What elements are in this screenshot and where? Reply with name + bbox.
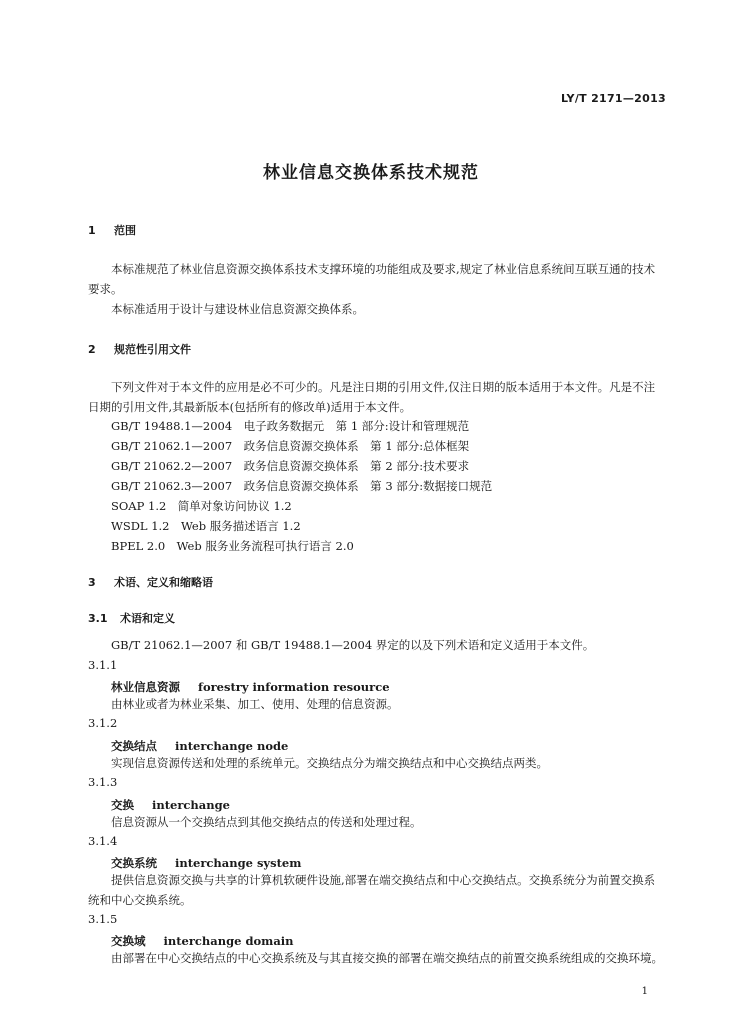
section-2-intro: 下列文件对于本文件的应用是必不可少的。凡是注日期的引用文件,仅注日期的版本适用于本文件。凡是不注日期的引用文件,其最新版本(包括所有的修改单)适用于本文件。 [88,380,656,414]
reference-id: BPEL 2.0 [111,539,166,553]
reference-id: WSDL 1.2 [111,519,170,533]
reference-title: Web 服务业务流程可执行语言 2.0 [176,539,354,553]
page-number: 1 [641,986,648,997]
subsection-number: 3.1 [88,612,108,625]
term-zh: 交换系统 [111,856,157,870]
term-number: 3.1.3 [88,775,118,789]
term-definition: 由部署在中心交换结点的中心交换系统及与其直接交换的部署在端交换结点的前置交换系统组成的交换环境。 [111,951,663,965]
term-en: interchange system [175,856,302,870]
reference-item [111,416,671,436]
normative-reference-list [111,416,671,556]
document-title: 林业信息交换体系技术规范 [263,163,479,183]
term-zh: 林业信息资源 [111,680,180,694]
term-en: interchange domain [163,934,294,948]
section-title: 术语、定义和缩略语 [114,576,213,589]
term-zh: 交换 [111,798,134,812]
term-zh: 交换结点 [111,739,157,753]
reference-item [111,436,671,456]
reference-title: 政务信息资源交换体系 第 3 部分:数据接口规范 [243,479,493,493]
section-1-paragraph-2: 本标准适用于设计与建设林业信息资源交换体系。 [111,302,364,316]
section-number: 3 [88,576,96,589]
reference-item [111,516,671,536]
term-number: 3.1.1 [88,658,118,672]
reference-title: 电子政务数据元 第 1 部分:设计和管理规范 [243,419,470,433]
term-number: 3.1.5 [88,912,118,926]
term-definition: 由林业或者为林业采集、加工、使用、处理的信息资源。 [111,697,399,711]
reference-item [111,476,671,496]
section-1-heading [88,222,136,238]
section-1-paragraph-1: 本标准规范了林业信息资源交换体系技术支撑环境的功能组成及要求,规定了林业信息系统间互联互通的技术要求。 [88,262,656,296]
section-number: 2 [88,343,96,356]
reference-item [111,496,671,516]
section-title: 规范性引用文件 [114,343,191,356]
term-definition: 实现信息资源传送和处理的系统单元。交换结点分为端交换结点和中心交换结点两类。 [111,756,548,770]
reference-id: SOAP 1.2 [111,499,167,513]
reference-id: GB/T 21062.2—2007 [111,459,233,473]
reference-title: Web 服务描述语言 1.2 [181,519,301,533]
term-heading [111,797,230,813]
document-code: LY/T 2171—2013 [560,92,666,105]
section-3-heading [88,574,213,590]
reference-title: 简单对象访问协议 1.2 [177,499,292,513]
term-definition: 提供信息资源交换与共享的计算机软硬件设施,部署在端交换结点和中心交换结点。交换系统分为前置交换系统和中心交换系统。 [88,873,656,907]
term-en: interchange [152,798,230,812]
term-heading [111,933,294,949]
section-3-1-heading [88,610,175,626]
reference-id: GB/T 21062.1—2007 [111,439,233,453]
section-2-heading [88,341,191,357]
reference-item [111,536,671,556]
term-zh: 交换域 [111,934,146,948]
term-heading [111,855,301,871]
reference-item [111,456,671,476]
term-heading [111,738,288,754]
term-heading [111,679,390,695]
term-definition: 信息资源从一个交换结点到其他交换结点的传送和处理过程。 [111,815,422,829]
term-en: forestry information resource [198,680,390,694]
reference-id: GB/T 21062.3—2007 [111,479,233,493]
term-number: 3.1.2 [88,716,118,730]
term-number: 3.1.4 [88,834,118,848]
reference-title: 政务信息资源交换体系 第 2 部分:技术要求 [243,459,470,473]
section-3-1-intro: GB/T 21062.1—2007 和 GB/T 19488.1—2004 界定的以及下列术语和定义适用于本文件。 [111,638,595,652]
term-en: interchange node [175,739,289,753]
reference-id: GB/T 19488.1—2004 [111,419,233,433]
subsection-title: 术语和定义 [120,612,175,625]
section-title: 范围 [114,224,136,237]
reference-title: 政务信息资源交换体系 第 1 部分:总体框架 [243,439,470,453]
section-number: 1 [88,224,96,237]
